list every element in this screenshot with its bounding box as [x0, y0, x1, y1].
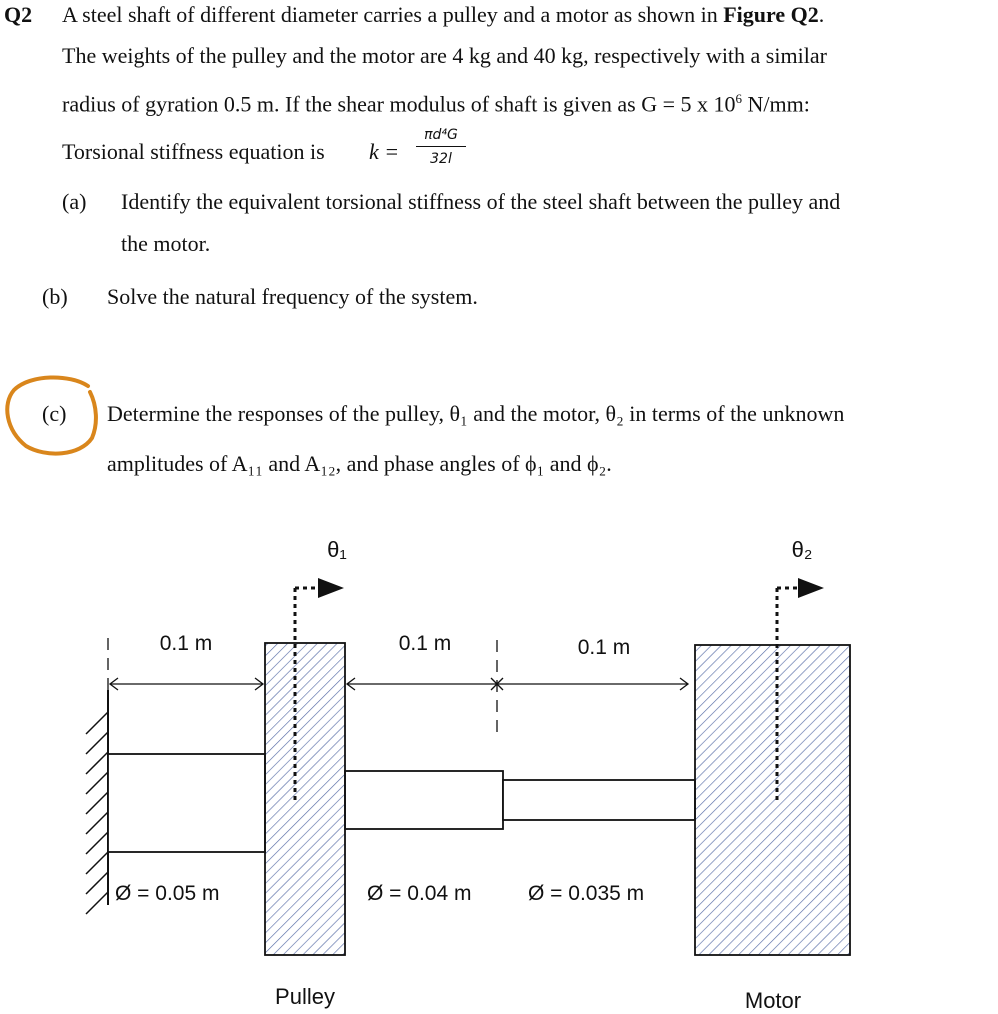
diameter-3-label: Ø = 0.035 m: [528, 882, 645, 905]
part-c-line-1: Determine the responses of the pulley, θ₁ and the motor, θ₂ in terms of the unknown: [107, 401, 845, 426]
wall-hatching: [86, 712, 108, 914]
question-line-1-post: .: [818, 2, 825, 27]
part-a-line-1: Identify the equivalent torsional stiffness of the steel shaft between the pulley and: [121, 189, 841, 214]
dimension-3-label: 0.1 m: [577, 636, 631, 659]
part-c-label: (c): [42, 401, 67, 426]
theta2-label: θ₂: [791, 537, 813, 562]
part-b-label: (b): [42, 284, 68, 309]
pulley-disc: [265, 643, 345, 955]
question-number: Q2: [4, 2, 33, 27]
figure-reference: Figure Q2: [723, 2, 819, 27]
question-exponent: 6: [735, 91, 743, 106]
motor-label: Motor: [744, 988, 802, 1013]
theta1-arrowhead: [318, 578, 344, 598]
shaft-segment-1: [108, 754, 265, 852]
dimension-2-label: 0.1 m: [398, 632, 452, 655]
stiffness-denominator: 32l: [430, 151, 452, 167]
part-c-line-2: amplitudes of A₁₁ and A₁₂, and phase angles of ϕ₁ and ϕ₂.: [107, 451, 612, 476]
question-line-3-pre: radius of gyration 0.5 m. If the shear modulus of shaft is given as G = 5 x 10: [62, 91, 736, 117]
theta1-label: θ₁: [327, 537, 347, 562]
shaft-segment-2: [345, 771, 503, 829]
stiffness-k: k =: [369, 139, 400, 164]
stiffness-label: Torsional stiffness equation is: [62, 139, 325, 164]
stiffness-numerator: πd⁴G: [424, 127, 458, 143]
question-line-1-pre: A steel shaft of different diameter carries a pulley and a motor as shown in: [62, 2, 724, 27]
fixed-wall: [86, 690, 108, 914]
theta2-arrowhead: [798, 578, 824, 598]
question-line-3-post: N/mm:: [742, 91, 810, 117]
shaft-segment-3: [503, 780, 695, 820]
diameter-1-label: Ø = 0.05 m: [115, 882, 220, 905]
part-b-line-1: Solve the natural frequency of the system.: [107, 284, 478, 309]
question-line-2: The weights of the pulley and the motor are 4 kg and 40 kg, respectively with a similar: [62, 43, 827, 68]
motor-block: [695, 645, 850, 955]
pulley-label: Pulley: [275, 984, 335, 1009]
part-a-line-2: the motor.: [121, 231, 211, 256]
dimension-1-label: 0.1 m: [159, 632, 213, 655]
part-a-label: (a): [62, 189, 87, 214]
diameter-2-label: Ø = 0.04 m: [367, 882, 472, 905]
